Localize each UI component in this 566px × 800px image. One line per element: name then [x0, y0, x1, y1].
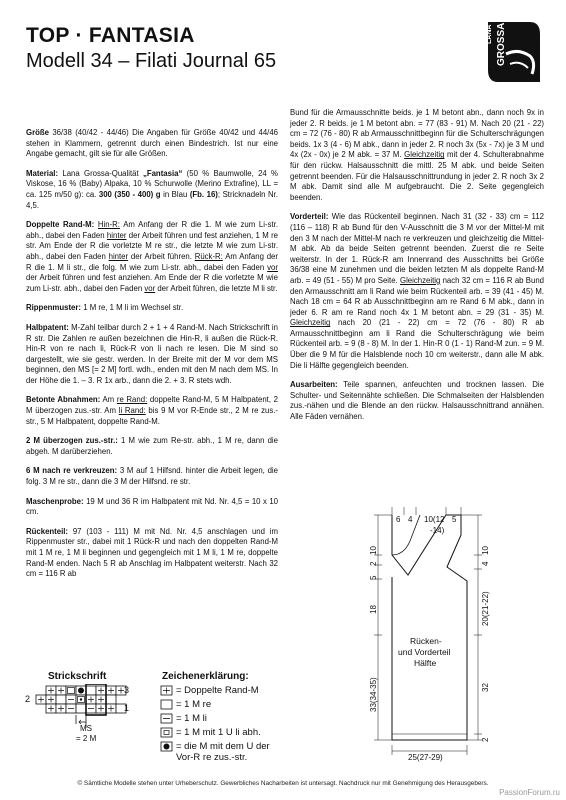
decrease-paragraph: Betonte Abnahmen: Am re Rand: doppelte Rand-M, 5 M Halbpatent, 2 M überzogen zus.-str. Am li Rand: bis 9 M vor R-Ende str., 2 M re zus.-str., 5 M Halbpatent, doppelte Rand-M. — [26, 395, 279, 426]
legend-symbols — [160, 684, 174, 756]
dim-left-33: 33(34-35) — [369, 677, 378, 712]
dim-left-10: 10 — [369, 546, 378, 555]
dim-right-10: 10 — [481, 546, 490, 555]
legend-item-knit: = 1 M re — [176, 699, 212, 710]
chart-title: Strickschrift — [48, 671, 107, 682]
legend-item-edge: = Doppelte Rand-M — [176, 685, 259, 696]
dim-left-5: 5 — [369, 575, 378, 580]
front-paragraph: Vorderteil: Wie das Rückenteil beginnen. Nach 31 (32 - 33) cm = 112 (116 – 118) R ab Bund für den V-Ausschnitt die 3 M vor der Mittel-M mit den 3 M nach der Mittel-M nach re verkreuzen und gleichzeitig die Mittel-M abk. Ab da beide Seiten getrennt beenden. Zuerst die re Seite weiterstr. In der 1. Rück-R am Innenrand des Ausschnitts bei Größe 36/38 eine M zunehmen und die beiden letzten M als doppelte Rand-M arb. = 49 (51 - 55) M pro Seite. Gleichzeitig nach 32 cm = 116 R ab Bund den Armausschnitt am li Rand wie beim Rückenteil arb. = 39 (41 - 45) M. Nach 18 cm = 64 R ab Ausschnittbeginn am re Rand 6 M abk., dann in jeder 6. R am re Rand noch 4x 1 M betont abn. = 29 (31 - 35) M. Gleichzeitig nach 20 (21 - 22) cm = 72 (76 - 80) R ab Armausschnittbeginn am li Rand die Schulterschrägung wie beim Rückenteil arb. = 9 (8 - 8) M. In der 1. Hin-R 0 (1 - 1) Rand-M zun. = 9 M. Über die 9 M für die Halsblende noch 10 cm weiterstr., dann alle M abk. Die li Hälfte gegengleich beenden. — [290, 212, 544, 370]
chart-row-2: 2 — [25, 694, 31, 704]
piece-label-3: Hälfte — [414, 658, 437, 668]
piece-label-1: Rücken- — [410, 636, 442, 646]
logo-text-lana: LANA — [486, 24, 493, 44]
legend-item-purl: = 1 M li — [176, 713, 207, 724]
dim-right-4: 4 — [481, 561, 490, 566]
dim-top-5: 5 — [452, 515, 457, 524]
material-paragraph: Material: Lana Grossa-Qualität „Fantasia“ (50 % Baumwolle, 24 % Viskose, 16 % (Baby) Alpaka, 10 % Schurwolle (Merino Extrafine), LL = ca. 125 m/50 g): ca. 300 (350 - 400) g in Blau (Fb. 16); Stricknadeln Nr. 4,5. — [26, 168, 278, 210]
page-title: TOP · FANTASIA — [26, 24, 195, 47]
chart-row-1: 1 — [124, 703, 130, 713]
dim-top-14: -14) — [430, 526, 445, 535]
chart-row-3: 3 — [124, 685, 130, 695]
finishing-paragraph: Ausarbeiten: Teile spannen, anfeuchten und trocknen lassen. Die Schulter- und Seitennähte schließen. Die Schmalseiten der Halsblenden zus.-nähen und die Blende an den rückw. Halsausschnittrand annähen. Alle Fäden vernähen. — [290, 380, 544, 422]
dim-bottom-width: 25(27-29) — [408, 753, 443, 762]
knitting-chart — [30, 684, 150, 756]
legend-item-slip: = 1 M mit 1 U li abh. — [176, 727, 261, 738]
back-paragraph: Rückenteil: 97 (103 - 111) M mit Nd. Nr. 4,5 anschlagen und im Rippenmuster str., dabei mit 1 Rück-R und nach den doppelten Rand-M mit 1 M re, 1 M li beginnen und gegengleich mit 1 M li, 1 M re, doppelte Rand-M enden. Nach 5 R ab Anschlag im Halbpatent weiterstr. Nach 32 cm = 116 R ab — [26, 526, 278, 579]
cable-paragraph: 6 M nach re verkreuzen: 3 M auf 1 Hilfsnd. hinter die Arbeit legen, die folg. 3 M re str., dann die 3 M der Hilfsnd. re str. — [26, 466, 278, 487]
dim-top-4: 4 — [408, 515, 413, 524]
dim-right-20: 20(21-22) — [481, 591, 490, 626]
dim-left-2: 2 — [369, 561, 378, 566]
chart-ms-label: MS — [80, 724, 92, 733]
copyright-footer: © Sämtliche Modelle stehen unter Urheberschutz. Gewerbliches Nacharbeiten ist untersagt. Nachdruck nur mit Genehmigung des Herausgebers. — [77, 780, 489, 787]
page-subtitle: Modell 34 – Filati Journal 65 — [26, 50, 277, 72]
k2tog-paragraph: 2 M überzogen zus.-str.: 1 M wie zum Re-str. abh., 1 M re, dann die abgeh. M darüberziehen. — [26, 436, 278, 456]
back-continued-paragraph: Bund für die Armausschnitte beids. je 1 M betont abn., dann noch 9x in jeder 2. R beids. je 1 M betont abn. = 77 (83 - 91) M. Nach 20 (21 - 22) cm = 72 (76 - 80) R ab Armausschnittbeginn für die Schulterschrägungen beids. 1x 3 (4 - 6) M abk., dann in jeder 2. R noch 3x (5x - 7x) je 3 M und 4x (2x - 0x) je 2 M abk. = 37 M. Gleichzeitig mit der 4. Schulterabnahme für den rückw. Halsausschnitt die mittl. 25 M abk. und beide Seiten getrennt beenden. Für die Halsausschnittrundung in jeder 2. R noch 3x 2 M abk. Damit sind alle M aufgebraucht. Die 2. Seite gegengleich beenden. — [290, 108, 544, 202]
dim-right-2: 2 — [481, 737, 490, 742]
right-text-column — [290, 108, 544, 432]
piece-label-2: und Vorderteil — [398, 647, 451, 657]
edge-stitch-paragraph: Doppelte Rand-M: Hin-R: Am Anfang der R die 1. M wie zum Li-str. abh., dabei den Faden hinter der Arbeit führen und fest anziehen, 1 M re str. Am Ende der R die vorletzte M re str., die letzte M wie zum Li-str. abh., dabei den Faden hinter der Arbeit führen. Rück-R: Am Anfang der R die 1. M li str., die folg. M wie zum Li-str. abh., dabei den Faden vor der Arbeit führen und fest anziehen. Am Ende der R die vorletzte M wie zum Li-str. abh., dabei den Faden vor der Arbeit führen, die letzte M li str. — [26, 220, 279, 293]
legend-item-together: = die M mit dem U der Vor-R re zus.-str. — [176, 741, 270, 763]
half-patent-paragraph: Halbpatent: M-Zahl teilbar durch 2 + 1 + 4 Rand-M. Nach Strickschrift in R str. Die Zahlen re außen bezeichnen die Hin-R, li außen die Rück-R. Hin-R von re nach li, Rück-R von li nach re lesen. Die M sind so dargestellt, wie sie gestr. werden. In der Breite mit der M vor dem MS beginnen, den MS [= 2 M] fortl. wdh., enden mit den M nach dem MS. In der Höhe die 1. – 3. R 1x arb., dann die 2. + 3. R stets wdh. — [26, 322, 278, 385]
logo-text-grossa: GROSSA — [496, 22, 507, 66]
size-paragraph: Größe 36/38 (40/42 - 44/46) Die Angaben für Größe 40/42 und 44/46 stehen in Klammern, getrennt durch einen Bindestrich. Ist nur eine Angabe gemacht, gilt sie für alle Größen. — [26, 128, 278, 159]
dim-left-18: 18 — [369, 605, 378, 614]
legend-title: Zeichenerklärung: — [162, 671, 249, 682]
dim-top-6: 6 — [396, 515, 401, 524]
chart-ms-eq: = 2 M — [76, 734, 97, 743]
rib-pattern-paragraph: Rippenmuster: 1 M re, 1 M li im Wechsel str. — [26, 303, 184, 313]
gauge-paragraph: Maschenprobe: 19 M und 36 R im Halbpatent mit Nd. Nr. 4,5 = 10 x 10 cm. — [26, 496, 278, 517]
watermark: PassionForum.ru — [499, 788, 560, 797]
dim-top-10: 10(12 — [424, 515, 445, 524]
dim-right-32: 32 — [481, 683, 490, 692]
left-text-column — [26, 128, 278, 589]
